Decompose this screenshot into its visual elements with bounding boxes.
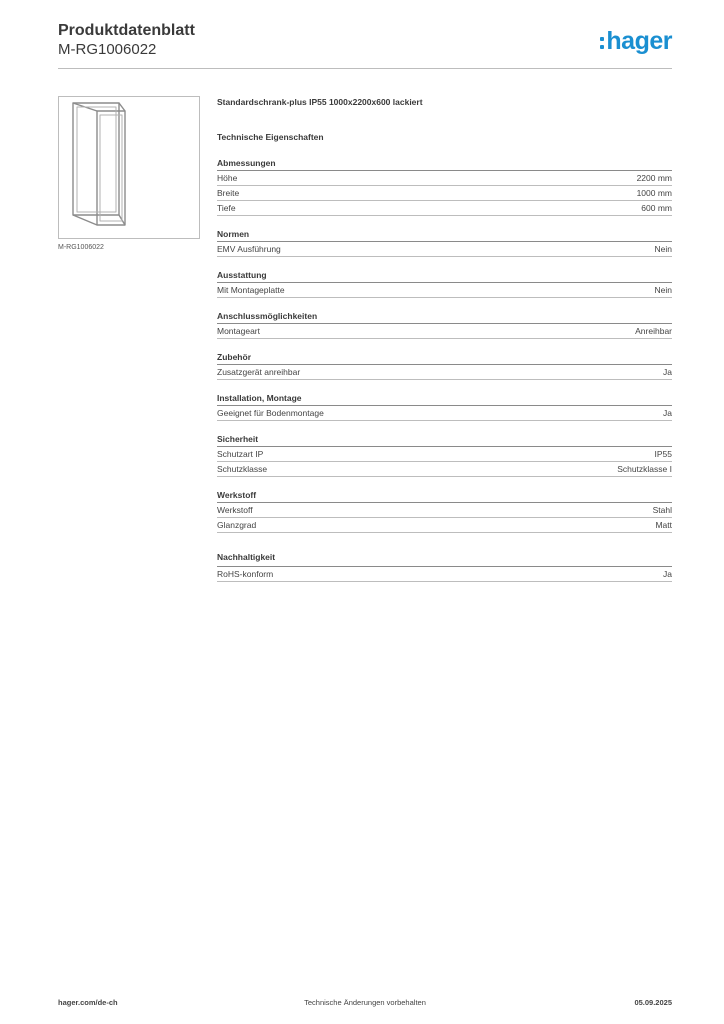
spec-row — [217, 518, 672, 533]
header-divider — [58, 68, 672, 69]
spec-value: Stahl — [652, 505, 672, 515]
spec-group-nachhaltigkeit — [217, 544, 672, 582]
spec-label: Schutzklasse — [217, 464, 268, 474]
footer-website-link[interactable]: hager.com/de-ch — [58, 998, 118, 1007]
spec-label: Glanzgrad — [217, 520, 257, 530]
logo-dot — [600, 37, 604, 41]
product-image — [58, 96, 200, 239]
spec-value: Ja — [663, 367, 672, 377]
spec-row — [217, 462, 672, 477]
image-caption: M-RG1006022 — [58, 244, 104, 251]
spec-group-abmessungen — [217, 156, 672, 216]
spec-label: Montageart — [217, 326, 260, 336]
spec-value: 2200 mm — [636, 173, 672, 183]
group-title: Zubehör — [217, 350, 672, 365]
spec-value: Schutzklasse I — [617, 464, 672, 474]
document-title: Produktdatenblatt — [58, 22, 195, 39]
group-title: Nachhaltigkeit — [217, 544, 672, 567]
spec-label: Zusatzgerät anreihbar — [217, 367, 301, 377]
spec-label: Höhe — [217, 173, 238, 183]
logo-text: hager — [606, 27, 672, 55]
document-header — [58, 22, 672, 70]
spec-value: 1000 mm — [636, 188, 672, 198]
group-title: Werkstoff — [217, 488, 672, 503]
spec-row — [217, 406, 672, 421]
spec-row — [217, 324, 672, 339]
group-title: Sicherheit — [217, 432, 672, 447]
spec-group-normen — [217, 227, 672, 257]
spec-label: Mit Montageplatte — [217, 285, 285, 295]
spec-row — [217, 365, 672, 380]
spec-row — [217, 503, 672, 518]
spec-label: Werkstoff — [217, 505, 253, 515]
spec-label: RoHS-konform — [217, 569, 274, 579]
group-title: Anschlussmöglichkeiten — [217, 309, 672, 324]
spec-value: Anreihbar — [635, 326, 672, 336]
spec-group-sicherheit — [217, 432, 672, 477]
spec-row — [217, 242, 672, 257]
spec-label: Geeignet für Bodenmontage — [217, 408, 324, 418]
spec-label: EMV Ausführung — [217, 244, 281, 254]
spec-value: Ja — [663, 569, 672, 579]
spec-row — [217, 567, 672, 582]
spec-row — [217, 171, 672, 186]
footer-notice: Technische Änderungen vorbehalten — [304, 998, 426, 1007]
spec-value: Matt — [655, 520, 672, 530]
spec-group-ausstattung — [217, 268, 672, 298]
spec-content — [217, 96, 672, 582]
spec-row — [217, 447, 672, 462]
spec-value: Ja — [663, 408, 672, 418]
group-title: Normen — [217, 227, 672, 242]
hager-logo — [600, 26, 672, 56]
group-title: Abmessungen — [217, 156, 672, 171]
logo-dots-icon — [600, 33, 604, 49]
spec-group-werkstoff — [217, 488, 672, 533]
spec-row — [217, 283, 672, 298]
spec-value: Nein — [654, 244, 672, 254]
spec-row — [217, 201, 672, 216]
group-title: Installation, Montage — [217, 391, 672, 406]
spec-label: Tiefe — [217, 203, 236, 213]
spec-group-anschlussmoeglichkeiten — [217, 309, 672, 339]
product-name: Standardschrank-plus IP55 1000x2200x600 lackiert — [217, 97, 423, 107]
spec-row — [217, 186, 672, 201]
spec-label: Breite — [217, 188, 240, 198]
spec-label: Schutzart IP — [217, 449, 264, 459]
group-title: Ausstattung — [217, 268, 672, 283]
section-title: Technische Eigenschaften — [217, 132, 324, 142]
spec-group-zubehoer — [217, 350, 672, 380]
spec-group-installation — [217, 391, 672, 421]
document-subtitle: M-RG1006022 — [58, 41, 157, 58]
logo-dot — [600, 45, 604, 49]
spec-value: IP55 — [654, 449, 672, 459]
spec-value: 600 mm — [641, 203, 672, 213]
cabinet-frame-icon — [59, 97, 199, 238]
footer-date: 05.09.2025 — [634, 998, 672, 1007]
spec-value: Nein — [654, 285, 672, 295]
